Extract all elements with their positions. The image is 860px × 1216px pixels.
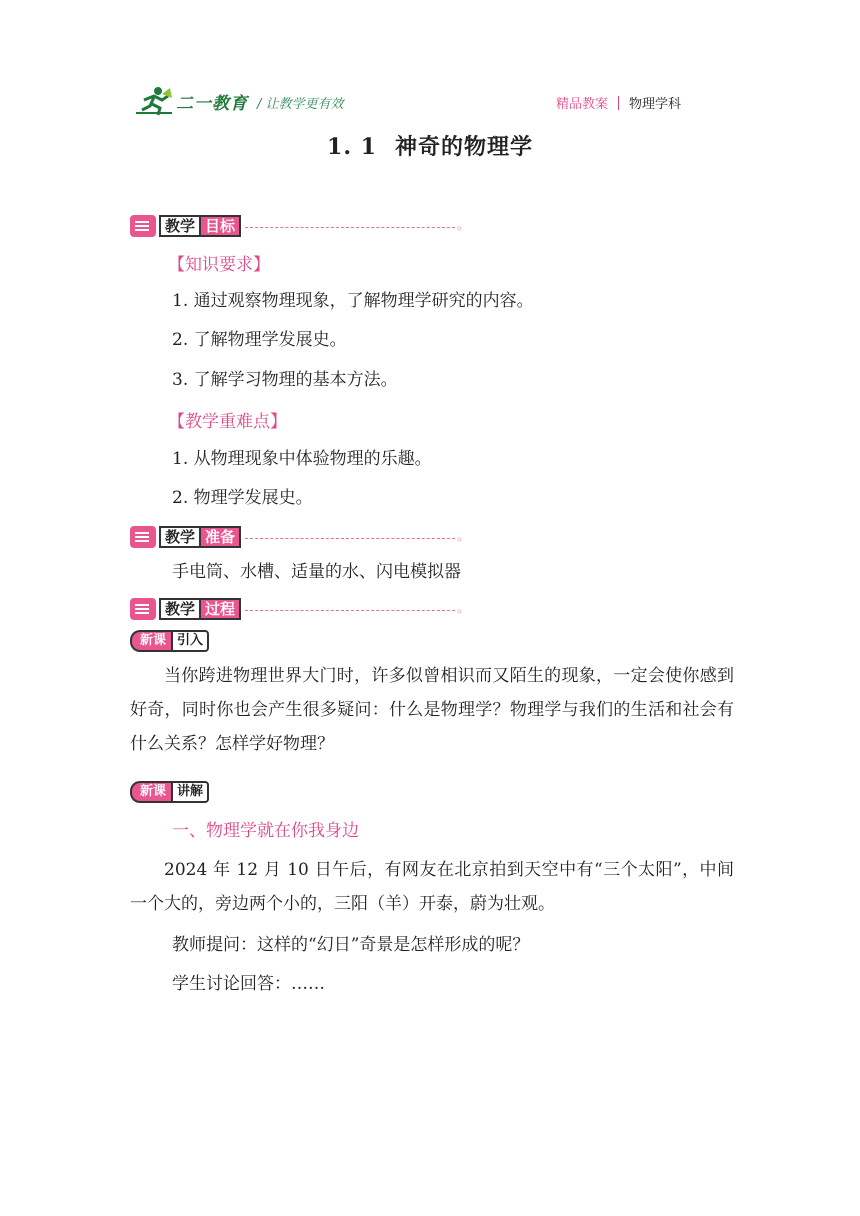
label-lecture-a: 新课 bbox=[130, 781, 171, 803]
knowledge-heading: 【知识要求】 bbox=[168, 255, 270, 275]
book-icon bbox=[130, 215, 156, 237]
logo-text: 二一教育 bbox=[176, 93, 248, 114]
book-icon bbox=[130, 526, 156, 548]
section-goals-word1: 教学 bbox=[159, 215, 199, 237]
prep-materials: 手电筒、水槽、适量的水、闪电模拟器 bbox=[172, 562, 461, 582]
header-tags bbox=[556, 93, 681, 112]
section-process-word1: 教学 bbox=[159, 598, 199, 620]
title-text: 神奇的物理学 bbox=[394, 135, 533, 160]
title-number: 1. 1 bbox=[327, 134, 377, 160]
section-process-word2: 过程 bbox=[199, 598, 241, 620]
section-divider bbox=[245, 610, 455, 611]
key-point-item: 2. 物理学发展史。 bbox=[172, 488, 313, 508]
knowledge-item: 2. 了解物理学发展史。 bbox=[172, 330, 347, 350]
section-divider bbox=[245, 538, 455, 539]
section-divider bbox=[245, 227, 455, 228]
lecture-paragraph: 2024 年 12 月 10 日午后，有网友在北京拍到天空中有“三个太阳”，中间一个大的，旁边两个小的，三阳（羊）开泰，蔚为壮观。 bbox=[130, 860, 734, 914]
teacher-question: 教师提问：这样的“幻日”奇景是怎样形成的呢？ bbox=[172, 935, 530, 955]
key-points-heading: 【教学重难点】 bbox=[168, 412, 287, 432]
label-intro bbox=[130, 630, 209, 652]
tag-divider bbox=[618, 96, 619, 110]
section-prep-word1: 教学 bbox=[159, 526, 199, 548]
section-prep bbox=[130, 525, 455, 549]
page-title bbox=[0, 130, 860, 161]
label-intro-b: 引入 bbox=[171, 630, 209, 652]
book-icon bbox=[130, 598, 156, 620]
tag-subject: 物理学科 bbox=[629, 97, 682, 112]
lecture-heading: 一、物理学就在你我身边 bbox=[172, 821, 359, 841]
student-answer: 学生讨论回答：…… bbox=[172, 974, 325, 994]
runner-logo-icon bbox=[136, 86, 174, 116]
key-point-item: 1. 从物理现象中体验物理的乐趣。 bbox=[172, 449, 432, 469]
intro-paragraph: 当你跨进物理世界大门时，许多似曾相识而又陌生的现象，一定会使你感到好奇，同时你也会产生很多疑问：什么是物理学？物理学与我们的生活和社会有什么关系？怎样学好物理？ bbox=[130, 666, 734, 754]
section-goals-word2: 目标 bbox=[199, 215, 241, 237]
knowledge-item: 1. 通过观察物理现象，了解物理学研究的内容。 bbox=[172, 291, 534, 311]
knowledge-item: 3. 了解学习物理的基本方法。 bbox=[172, 370, 398, 390]
logo bbox=[136, 86, 248, 116]
section-prep-word2: 准备 bbox=[199, 526, 241, 548]
tag-lesson-plan: 精品教案 bbox=[556, 97, 609, 112]
section-process bbox=[130, 597, 455, 621]
label-intro-a: 新课 bbox=[130, 630, 171, 652]
slogan: / 让教学更有效 bbox=[257, 97, 344, 112]
label-lecture-b: 讲解 bbox=[171, 781, 209, 803]
section-goals bbox=[130, 214, 455, 238]
label-lecture bbox=[130, 781, 209, 803]
